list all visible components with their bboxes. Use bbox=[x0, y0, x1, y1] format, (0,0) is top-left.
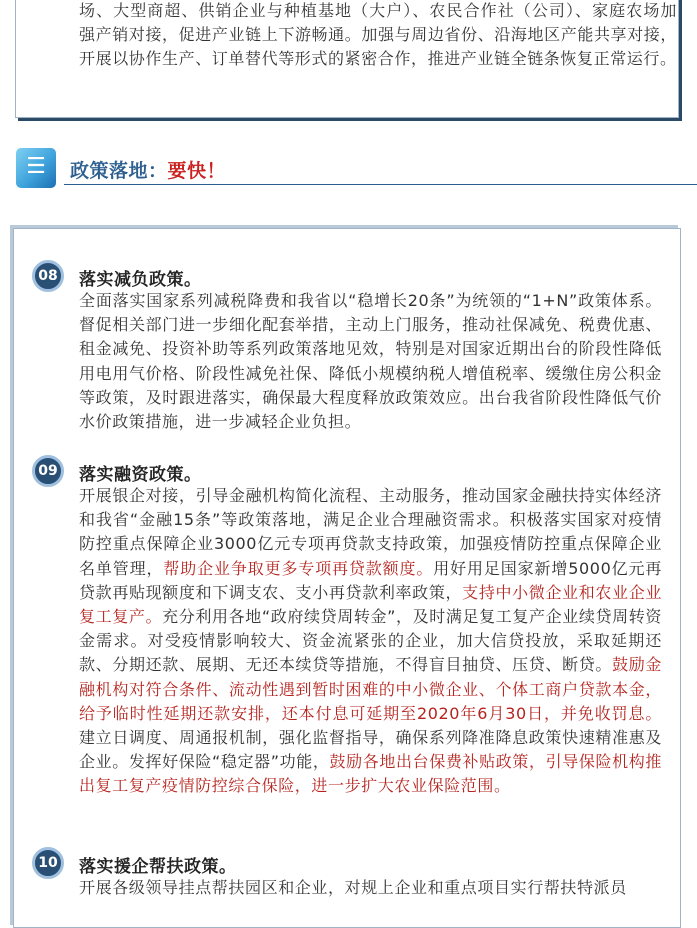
highlighted-text: 支持中小微企业和农业企业复工复产。 bbox=[79, 582, 662, 627]
body-text: 建立日调度、周通报机制，强化监督指导，确保系列降准降息政策快速精准惠及企业。发挥好保险“稳定器”功能， bbox=[79, 728, 662, 772]
item-number-badge: 08 bbox=[32, 260, 64, 292]
body-text: 用好用足国家新增5000亿元再贷款再贴现额度和下调支农、支小再贷款利率政策， bbox=[79, 558, 662, 602]
policy-card bbox=[13, 228, 681, 928]
item-body bbox=[79, 289, 662, 434]
item-number-badge: 10 bbox=[32, 847, 64, 879]
body-text: 充分利用各地“政府续贷周转金”，及时满足复工复产企业续贷周转资金需求。对受疫情影响较大、资金流紧张的企业，加大信贷投放，采取延期还款、分期还款、展期、无还本续贷等措施，不得盲目抽贷、压贷、断贷。 bbox=[79, 607, 662, 675]
body-text: 开展各级领导挂点帮扶园区和企业，对规上企业和重点项目实行帮扶特派员 bbox=[79, 878, 627, 897]
section-divider bbox=[64, 184, 697, 185]
item-body bbox=[79, 876, 662, 900]
item-title: 落实减负政策。 bbox=[79, 270, 202, 290]
section-title-prefix: 政策落地： bbox=[70, 160, 168, 182]
section-title-emphasis: 要快！ bbox=[167, 160, 227, 182]
body-text: 开展银企对接，引导金融机构简化流程、主动服务，推动国家金融扶持实体经济和我省“金融15条”等政策落地，满足企业合理融资需求。积极落实国家对疫情防控重点保障企业3000亿元专项再贷款支持政策，加强疫情防控重点保障企业名单管理， bbox=[79, 486, 662, 578]
three-lines-icon: ☰ bbox=[16, 148, 56, 188]
item-title: 落实援企帮扶政策。 bbox=[79, 857, 237, 877]
section-title bbox=[70, 156, 226, 183]
top-paragraph: 场、大型商超、供销企业与种植基地（大户）、农民合作社（公司）、家庭农场加强产销对接，促进产业链上下游畅通。加强与周边省份、沿海地区产能共享对接，开展以协作生产、订单替代等形式的紧密合作，推进产业链全链条恢复正常运行。 bbox=[79, 1, 677, 69]
body-text: 全面落实国家系列减税降费和我省以“稳增长20条”为统领的“1+N”政策体系。督促相关部门进一步细化配套举措，主动上门服务，推动社保减免、税费优惠、租金减免、投资补助等系列政策落地见效，特别是对国家近期出台的阶段性降低用电用气价格、阶段性减免社保、降低小规模纳税人增值税率、缓缴住房公积金等政策，及时跟进落实，确保最大程度释放政策效应。出台我省阶段性降低气价水价政策措施，进一步减轻企业负担。 bbox=[79, 291, 662, 432]
highlighted-text: 鼓励金融机构对符合条件、流动性遇到暂时困难的中小微企业、个体工商户贷款本金，给予临时性延期还款安排，还本付息可延期至2020年6月30日，并免收罚息。 bbox=[79, 655, 662, 723]
highlighted-text: 鼓励各地出台保费补贴政策，引导保险机构推出复工复产疫情防控综合保险，进一步扩大农业保险范围。 bbox=[79, 752, 662, 796]
item-body bbox=[79, 484, 662, 799]
section-heading bbox=[16, 148, 697, 190]
item-number-badge: 09 bbox=[32, 455, 64, 487]
top-content-card bbox=[15, 0, 679, 118]
item-title: 落实融资政策。 bbox=[79, 465, 202, 485]
highlighted-text: 帮助企业争取更多专项再贷款额度。 bbox=[163, 558, 434, 578]
